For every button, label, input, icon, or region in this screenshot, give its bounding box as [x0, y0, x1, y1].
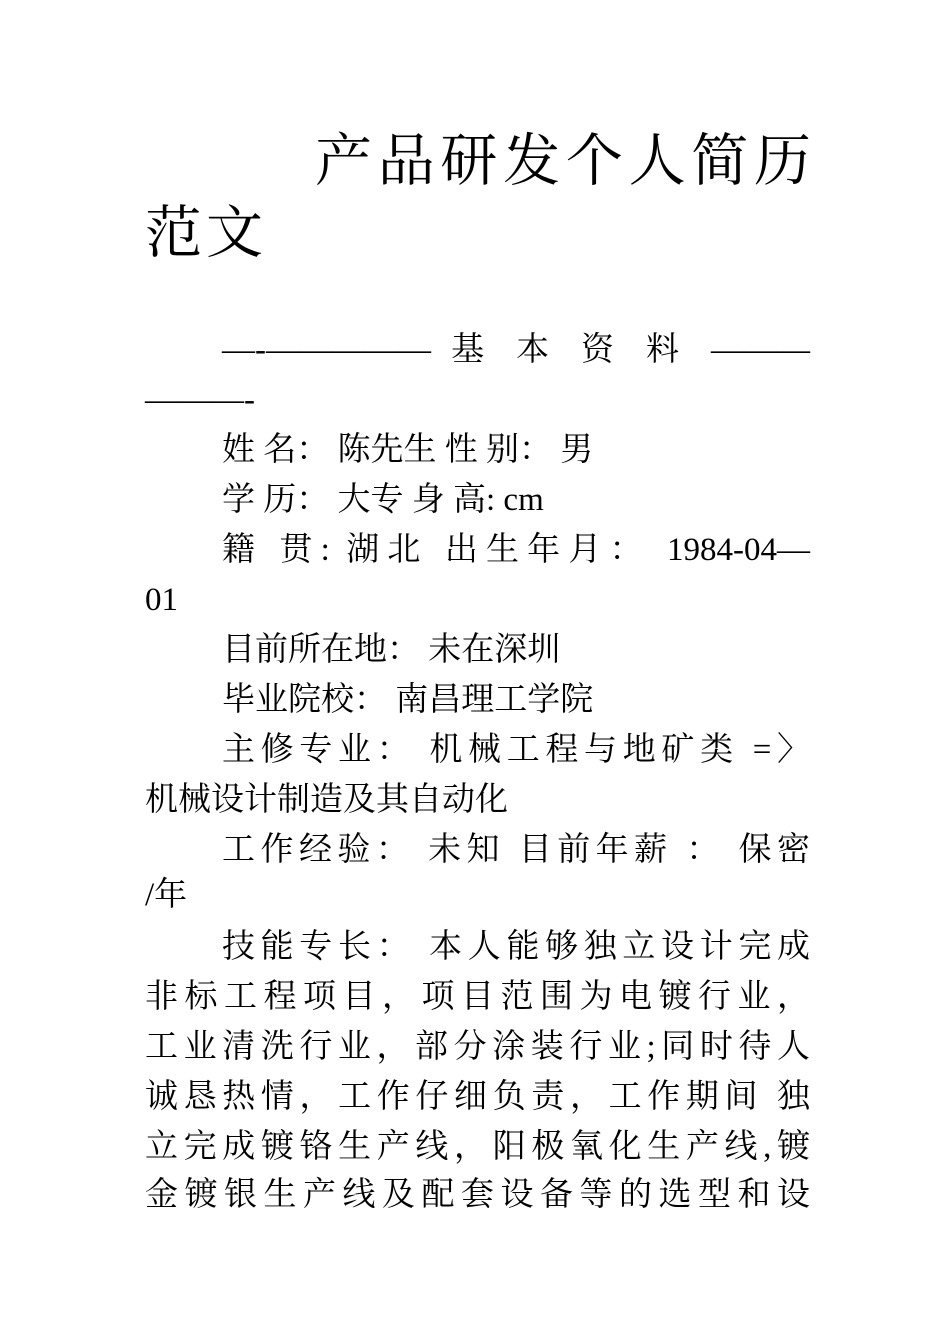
profile-experience-line-2: /年 [145, 877, 188, 913]
skills-line-4: 诚恳热情，工作仔细负责，工作期间 独 [145, 1079, 810, 1115]
skills-line-2: 非标工程项目，项目范围为电镀行业， [145, 979, 810, 1015]
profile-experience-line-1: 工作经验： 未知 目前年薪 ： 保密 [222, 832, 810, 868]
section-heading-line-1: —-————— 基 本 资 料 ——— [222, 332, 810, 368]
profile-location: 目前所在地： 未在深圳 [222, 632, 561, 668]
document-title-line-2: 范文 [145, 202, 267, 265]
profile-origin-birth-line-1: 籍 贯: 湖北 出生年月： 1984-04— [222, 532, 810, 568]
document-title-line-1: 产品研发个人简历 [315, 130, 815, 193]
profile-major-line-1: 主修专业： 机械工程与地矿类 =〉 [222, 732, 810, 768]
profile-major-line-2: 机械设计制造及其自动化 [145, 782, 508, 818]
profile-school: 毕业院校： 南昌理工学院 [222, 682, 594, 718]
section-heading-line-2: ———- [145, 382, 255, 418]
skills-line-1: 技能专长： 本人能够独立设计完成 [222, 929, 810, 965]
profile-origin-birth-line-2: 01 [145, 582, 178, 618]
skills-line-5: 立完成镀铬生产线，阳极氧化生产线,镀 [145, 1129, 810, 1165]
skills-line-6: 金镀银生产线及配套设备等的选型和设 [145, 1177, 810, 1213]
profile-name-gender: 姓 名： 陈先生 性 别： 男 [222, 432, 594, 468]
profile-education-height: 学 历： 大专 身 高: cm [222, 482, 544, 518]
skills-line-3: 工业清洗行业，部分涂装行业;同时待人 [145, 1029, 810, 1065]
